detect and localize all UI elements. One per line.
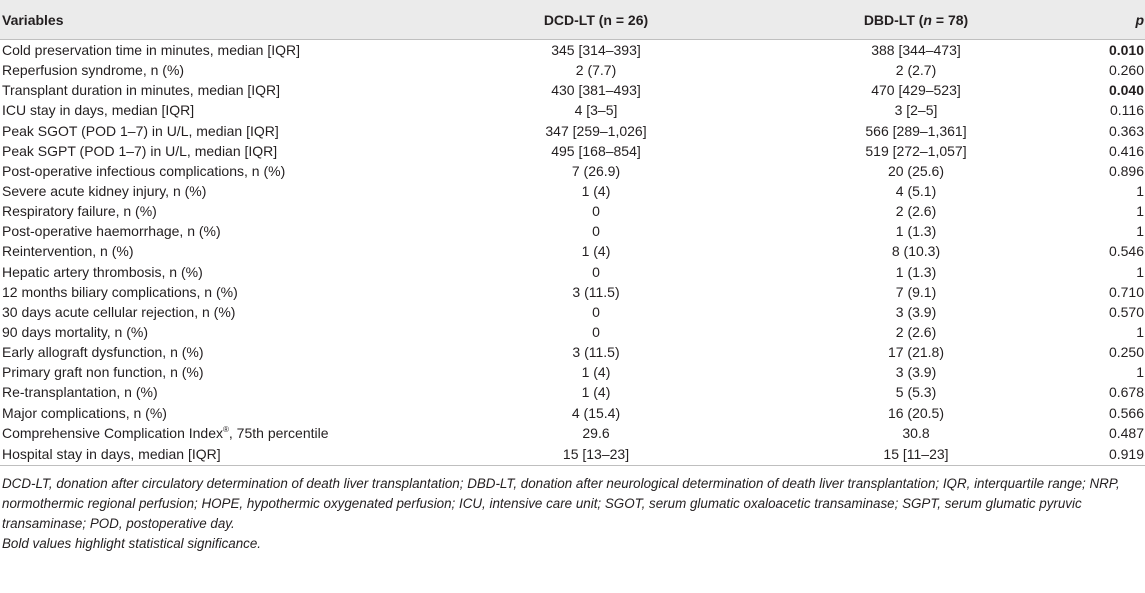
cell-variable (0, 181, 466, 201)
significant-p-value: 0.010 (1108, 42, 1144, 59)
cell-p-value: 1 (1136, 364, 1144, 381)
cell-dcd-lt: 347 [259–1,026] (545, 122, 647, 139)
table-row (0, 262, 1145, 282)
variable-label: Respiratory failure, n (%) (2, 203, 157, 220)
variable-label: Post-operative haemorrhage, n (%) (2, 223, 221, 240)
table-row (0, 221, 1145, 241)
variable-label: 90 days mortality, n (%) (2, 324, 149, 341)
cell-variable (0, 141, 466, 161)
cell-variable (0, 382, 466, 402)
cell-variable (0, 282, 466, 302)
cell-dbd-lt: 1 (1.3) (895, 263, 937, 280)
cell-dbd-lt: 3 (3.9) (895, 364, 937, 381)
table-row (0, 443, 1145, 466)
table-body (0, 40, 1145, 466)
table-row (0, 241, 1145, 261)
cell-variable (0, 302, 466, 322)
header-dbd-lt (726, 0, 1106, 40)
cell-dcd-lt: 0 (592, 263, 600, 280)
variable-label: 12 months biliary complications, n (%) (2, 283, 238, 300)
variable-label: Peak SGOT (POD 1–7) in U/L, median [IQR] (2, 122, 279, 139)
cell-dbd-lt: 1 (1.3) (895, 223, 937, 240)
cell-dbd-lt: 470 [429–523] (871, 82, 961, 99)
cell-variable (0, 262, 466, 282)
cell-dbd-lt: 3 [2–5] (894, 102, 938, 119)
cell-dbd-lt: 2 (2.7) (895, 62, 937, 79)
cell-p-value: 0.896 (1108, 162, 1144, 179)
header-p-value: p (1106, 0, 1145, 40)
cell-p-value: 1 (1136, 183, 1144, 200)
table-row (0, 382, 1145, 402)
variable-label: Reintervention, n (%) (2, 243, 134, 260)
variable-label: Hospital stay in days, median [IQR] (2, 445, 221, 462)
footnote-abbreviations: DCD-LT, donation after circulatory determination of death liver transplantation; DBD-LT, donation after neurological determination of death liver transplantation; IQR, interquartile range; NRP, normothermic regional perfusion; HOPE, hypothermic oxygenated perfusion; ICU, intensive care unit; SGOT, serum glumatic oxaloacetic transaminase; SGPT, serum glumatic pyruvic transaminase; POD, postoperative day. (2, 475, 1120, 531)
cell-variable (0, 403, 466, 423)
cell-dcd-lt: 29.6 (582, 424, 610, 441)
cell-variable (0, 443, 466, 466)
cell-p-value: 1 (1136, 223, 1144, 240)
variable-label: ICU stay in days, median [IQR] (2, 102, 195, 119)
cell-variable (0, 161, 466, 181)
variable-label: Re-transplantation, n (%) (2, 384, 158, 401)
cell-dcd-lt: 15 [13–23] (466, 443, 726, 466)
cell-dbd-lt: 20 (25.6) (887, 162, 945, 179)
cell-p-value: 0.919 (1106, 443, 1145, 466)
cell-dcd-lt: 3 (11.5) (572, 283, 620, 300)
cell-dbd-lt: 16 (20.5) (887, 404, 945, 421)
cell-p-value: 0.260 (1108, 62, 1144, 79)
cell-variable (0, 80, 466, 100)
cell-p-value: 0.363 (1108, 122, 1144, 139)
variable-label: Peak SGPT (POD 1–7) in U/L, median [IQR] (2, 142, 278, 159)
cell-dcd-lt: 0 (592, 324, 600, 341)
registered-mark: ® (223, 424, 229, 434)
cell-dcd-lt: 1 (4) (581, 384, 611, 401)
header-dbd-prefix: DBD-LT ( (863, 11, 924, 28)
header-dcd-lt: DCD-LT (n = 26) (466, 0, 726, 40)
cell-p-value: 1 (1136, 324, 1144, 341)
cell-dcd-lt: 345 [314–393] (551, 42, 641, 59)
table-row (0, 40, 1145, 61)
cell-dbd-lt: 2 (2.6) (895, 203, 937, 220)
cell-dcd-lt: 430 [381–493] (551, 82, 641, 99)
cell-variable (0, 241, 466, 261)
cell-dbd-lt: 3 (3.9) (895, 303, 937, 320)
cell-dcd-lt: 1 (4) (581, 364, 611, 381)
cell-variable (0, 201, 466, 221)
cell-dbd-lt: 519 [272–1,057] (865, 142, 967, 159)
table-row (0, 141, 1145, 161)
cell-dbd-lt: 15 [11–23] (726, 443, 1106, 466)
cell-p-value: 1 (1136, 203, 1144, 220)
footnote-bold-note: Bold values highlight statistical significance. (2, 535, 262, 551)
variable-label: Reperfusion syndrome, n (%) (2, 62, 185, 79)
cell-dcd-lt: 495 [168–854] (551, 142, 641, 159)
cell-p-value: 0.678 (1108, 384, 1144, 401)
variable-label: Hepatic artery thrombosis, n (%) (2, 263, 203, 280)
header-row (0, 0, 1145, 40)
table-footnote (0, 466, 1145, 554)
cell-p-value (1106, 40, 1145, 61)
variable-label: Post-operative infectious complications, n (%) (2, 162, 286, 179)
variable-label: Early allograft dysfunction, n (%) (2, 344, 204, 361)
cell-p-value: 0.570 (1108, 303, 1144, 320)
cell-dcd-lt: 0 (592, 223, 600, 240)
variable-label: Major complications, n (%) (2, 404, 167, 421)
variable-label: Comprehensive Complication Index (2, 424, 223, 441)
cell-dcd-lt: 1 (4) (581, 183, 611, 200)
cell-variable (0, 362, 466, 382)
cell-dcd-lt: 4 [3–5] (574, 102, 618, 119)
cell-dbd-lt: 8 (10.3) (891, 243, 941, 260)
cell-dcd-lt: 4 (15.4) (571, 404, 621, 421)
table-row (0, 161, 1145, 181)
cell-variable (0, 221, 466, 241)
cell-dcd-lt: 7 (26.9) (571, 162, 621, 179)
variable-label: Primary graft non function, n (%) (2, 364, 204, 381)
header-variables: Variables (0, 0, 466, 40)
table-row (0, 201, 1145, 221)
cell-variable (0, 60, 466, 80)
cell-p-value: 0.250 (1108, 344, 1144, 361)
cell-dbd-lt: 388 [344–473] (871, 42, 961, 59)
header-dbd-n: n (923, 11, 932, 28)
variable-label: Transplant duration in minutes, median [IQR] (2, 82, 281, 99)
cell-p-value: 0.487 (1108, 424, 1144, 441)
table-row (0, 302, 1145, 322)
cell-variable (0, 423, 466, 443)
cell-p-value: 0.116 (1110, 102, 1144, 119)
cell-p-value: 0.546 (1108, 243, 1144, 260)
table-row (0, 362, 1145, 382)
cell-dcd-lt: 2 (7.7) (575, 62, 617, 79)
cell-variable (0, 342, 466, 362)
variable-label: Cold preservation time in minutes, median [IQR] (2, 42, 301, 59)
table-row (0, 423, 1145, 443)
table-row (0, 342, 1145, 362)
table-row (0, 100, 1145, 120)
cell-dbd-lt: 7 (9.1) (895, 283, 937, 300)
table-row (0, 80, 1145, 100)
cell-variable (0, 40, 466, 61)
cell-dbd-lt: 17 (21.8) (887, 344, 945, 361)
cell-p-value: 0.566 (1108, 404, 1144, 421)
cell-dbd-lt: 566 [289–1,361] (865, 122, 967, 139)
variable-label: 30 days acute cellular rejection, n (%) (2, 303, 236, 320)
cell-variable (0, 100, 466, 120)
cell-dbd-lt: 4 (5.1) (895, 183, 937, 200)
variable-label-suffix: , 75th percentile (228, 424, 329, 441)
table-row (0, 282, 1145, 302)
cell-dbd-lt: 30.8 (902, 424, 930, 441)
cell-dbd-lt: 5 (5.3) (895, 384, 937, 401)
cell-dbd-lt: 2 (2.6) (895, 324, 937, 341)
cell-variable (0, 121, 466, 141)
header-dbd-suffix: = 78) (931, 11, 969, 28)
table-row (0, 60, 1145, 80)
table-row (0, 181, 1145, 201)
table-row (0, 403, 1145, 423)
cell-dcd-lt: 1 (4) (581, 243, 611, 260)
cell-dcd-lt: 0 (592, 203, 600, 220)
cell-p-value: 1 (1136, 263, 1144, 280)
cell-dcd-lt: 3 (11.5) (572, 344, 620, 361)
variable-label: Severe acute kidney injury, n (%) (2, 183, 207, 200)
cell-dcd-lt: 0 (592, 303, 600, 320)
cell-variable (0, 322, 466, 342)
table-row (0, 322, 1145, 342)
cell-p-value (1106, 80, 1145, 100)
cell-p-value: 0.710 (1108, 283, 1144, 300)
cell-p-value: 0.416 (1108, 142, 1144, 159)
table-row (0, 121, 1145, 141)
significant-p-value: 0.040 (1108, 82, 1144, 99)
